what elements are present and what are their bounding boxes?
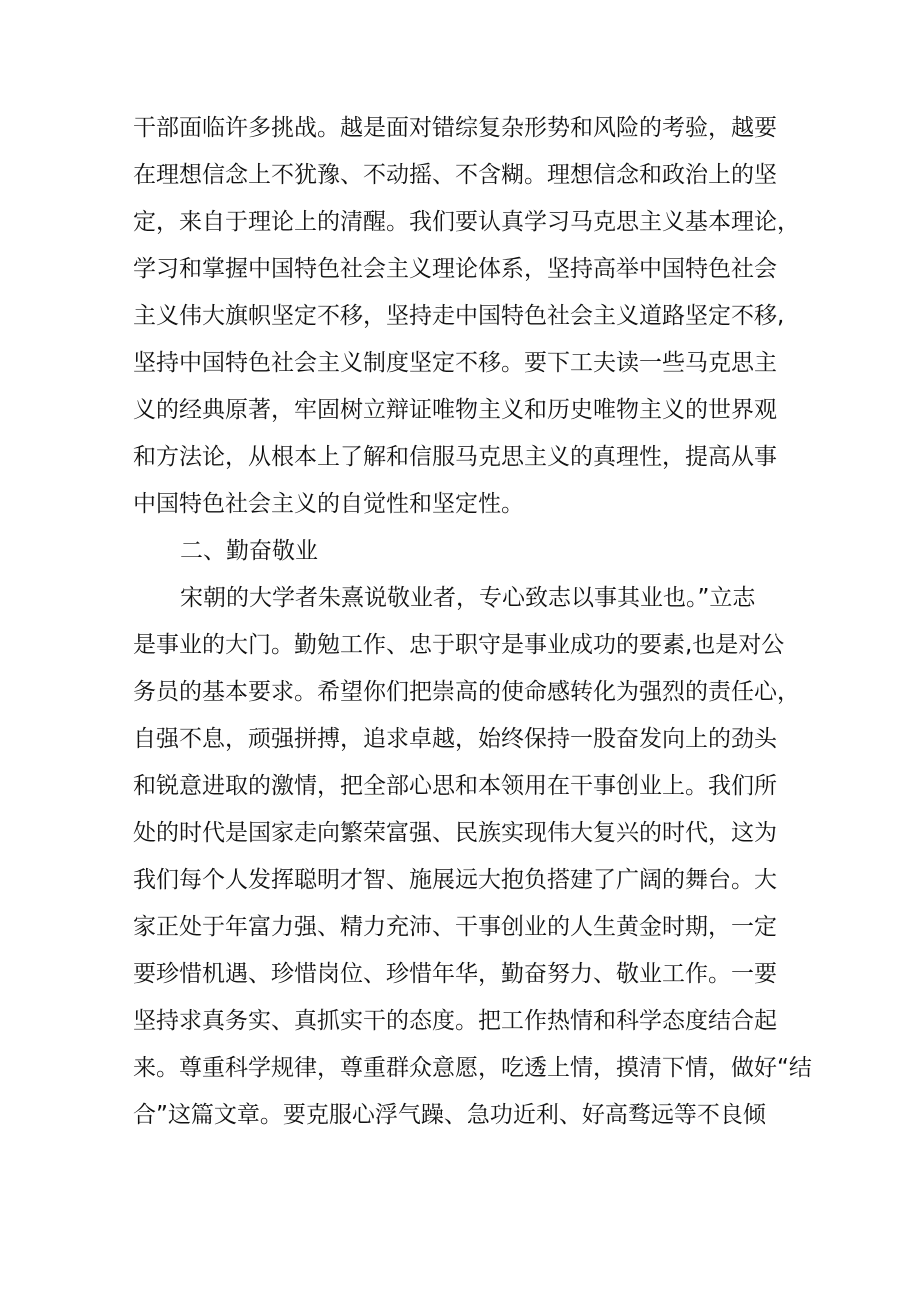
- text-line-16: 处的时代是国家走向繁荣富强、民族实现伟大复兴的时代，这为: [133, 820, 777, 846]
- text-line-19: 要珍惜机遇、珍惜岗位、珍惜年华，勤奋努力、敬业工作。一要: [133, 961, 777, 987]
- text-line-14: 自强不息，顽强拼搏，追求卓越，始终保持一股奋发向上的劲头: [133, 726, 777, 752]
- text-line-11: 宋朝的大学者朱熹说敬业者，专心致志以事其业也。”立志: [180, 585, 756, 611]
- text-line-5: 主义伟大旗帜坚定不移，坚持走中国特色社会主义道路坚定不移,: [133, 303, 785, 329]
- text-line-3: 定，来自于理论上的清醒。我们要认真学习马克思主义基本理论，: [133, 209, 800, 235]
- text-line-6: 坚持中国特色社会主义制度坚定不移。要下工夫读一些马克思主: [133, 350, 777, 376]
- text-line-4: 学习和掌握中国特色社会主义理论体系，坚持高举中国特色社会: [133, 256, 777, 282]
- text-line-1: 干部面临许多挑战。越是面对错综复杂形势和风险的考验，越要: [133, 115, 777, 141]
- text-line-18: 家正处于年富力强、精力充沛、干事创业的人生黄金时期，一定: [133, 914, 777, 940]
- section-heading: 二、勤奋敬业: [180, 538, 318, 564]
- text-line-22: 合”这篇文章。要克服心浮气躁、急功近利、好高骛远等不良倾: [133, 1102, 766, 1128]
- text-line-13: 务员的基本要求。希望你们把崇高的使命感转化为强烈的责任心，: [133, 679, 800, 705]
- text-line-8: 和方法论，从根本上了解和信服马克思主义的真理性，提高从事: [133, 444, 777, 470]
- text-line-20: 坚持求真务实、真抓实干的态度。把工作热情和科学态度结合起: [133, 1008, 777, 1034]
- text-line-9: 中国特色社会主义的自觉性和坚定性。: [133, 491, 524, 517]
- text-line-12: 是事业的大门。勤勉工作、忠于职守是事业成功的要素,也是对公: [133, 632, 785, 658]
- text-line-21: 来。尊重科学规律，尊重群众意愿，吃透上情，摸清下情，做好“结: [133, 1055, 812, 1081]
- text-line-15: 和锐意进取的激情，把全部心思和本领用在干事创业上。我们所: [133, 773, 777, 799]
- text-line-7: 义的经典原著，牢固树立辩证唯物主义和历史唯物主义的世界观: [133, 397, 777, 423]
- text-line-17: 我们每个人发挥聪明才智、施展远大抱负搭建了广阔的舞台。大: [133, 867, 777, 893]
- text-line-2: 在理想信念上不犹豫、不动摇、不含糊。理想信念和政治上的坚: [133, 162, 777, 188]
